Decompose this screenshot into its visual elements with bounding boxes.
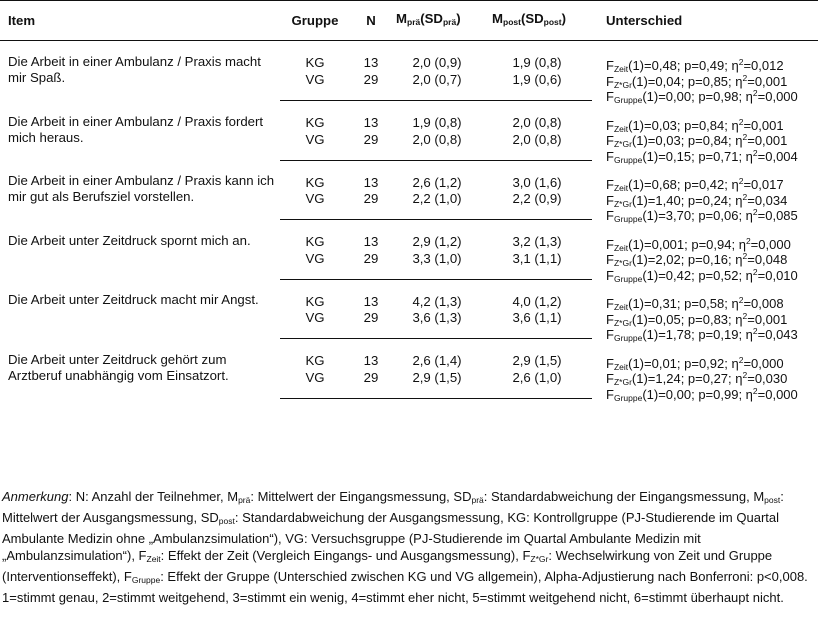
gruppe-cell: VG xyxy=(280,369,350,398)
n-cell: 29 xyxy=(350,250,392,279)
m-post-cell: 2,2 (0,9) xyxy=(482,191,592,220)
m-post-cell: 3,1 (1,1) xyxy=(482,250,592,279)
table-row xyxy=(0,220,818,251)
f-gruppe-line: $F_{Gruppe}(1)=3,70$; p=0,06; $\eta^2=0,085$ xyxy=(606,207,798,224)
n-cell: 13 xyxy=(363,293,379,309)
f-zeit-line: $F_{Zeit}(1)=0,01$; p=0,92; $\eta^2=0,000$ xyxy=(606,354,784,372)
n-cell: 29 xyxy=(350,131,392,160)
m-pre-cell: 3,6 (1,3) xyxy=(392,310,482,339)
f-zeit-line: $F_{Zeit}(1)=0,03$; p=0,84; $\eta^2=0,001$ xyxy=(606,116,784,134)
n-cell: 29 xyxy=(350,72,392,101)
table-header-row xyxy=(0,1,818,41)
unterschied-cell xyxy=(592,339,818,403)
m-post-cell: 2,6 (1,0) xyxy=(482,369,592,398)
m-post-cell: 1,9 (0,6) xyxy=(482,72,592,101)
table-row xyxy=(0,41,818,72)
header-n: N xyxy=(366,12,376,28)
table-body xyxy=(0,41,818,403)
f-zgr-line: $F_{Z*Gr}(1)=0,03$; p=0,84; $\eta^2=0,001$ xyxy=(606,132,788,149)
item-text: Die Arbeit in einer Ambulanz / Praxis fordert mich heraus. xyxy=(8,113,264,145)
f-zgr-line: $F_{Z*Gr}(1)=2,02$; p=0,16; $\eta^2=0,048$ xyxy=(606,251,788,268)
n-cell: 13 xyxy=(363,55,379,70)
gruppe-cell: VG xyxy=(280,131,350,160)
header-m-post: Mpost(SDpost) xyxy=(492,11,567,27)
unterschied-cell xyxy=(592,220,818,284)
f-gruppe-line: $F_{Gruppe}(1)=0,15$; p=0,71; $\eta^2=0,004$ xyxy=(606,147,798,165)
gruppe-cell: KG xyxy=(305,174,325,190)
item-cell xyxy=(0,339,280,399)
unterschied-cell xyxy=(592,41,818,105)
item-text: Die Arbeit in einer Ambulanz / Praxis macht mir Spaß. xyxy=(8,54,261,85)
n-cell: 13 xyxy=(363,115,379,130)
table-note: Anmerkung: N: Anzahl der Teilnehmer, $M_{prä}$: Mittelwert der Eingangsmessung, $SD_{prä}$: Standardabweichung der Eingangsmessung, $M_{post}$: Mittelwert der Ausgangsmessung, $SD_{post}$: Standardabweichung der Ausgangsmessung, KG: Kontrollgruppe (PJ-Studierende im Quartal Ambulante Medizin ohne „Ambulanzsimulation“), VG: Versuchsgruppe (PJ-Studierende im Quartal Ambulante Medizin mit „Ambulanzsimulation“), $F_{Zeit}$: Effekt der Zeit (Vergleich Eingangs- und Ausgangsmessung), $F_{Z*Gr}$: Wechselwirkung von Zeit und Gruppe (Interventionseffekt), $F_{Gruppe}$: Effekt der Gruppe (Unterschied zwischen KG und VG allgemein), Alpha-Adjustierung nach Bonferroni: p<0,008. 1=stimmt genau, 2=stimmt weitgehend, 3=stimmt ein wenig, 4=stimmt eher nicht, 5=stimmt weitgehend nicht, 6=stimmt überhaupt nicht. xyxy=(2,489,808,605)
gruppe-cell: VG xyxy=(280,310,350,339)
n-cell: 29 xyxy=(350,369,392,398)
m-pre-cell: 2,6 (1,4) xyxy=(412,353,462,368)
n-cell: 29 xyxy=(350,191,392,220)
gruppe-cell: KG xyxy=(305,55,325,70)
item-cell xyxy=(0,101,280,161)
n-cell: 13 xyxy=(363,353,379,368)
m-pre-cell: 2,2 (1,0) xyxy=(392,191,482,220)
gruppe-cell: KG xyxy=(305,293,325,309)
f-zeit-line: $F_{Zeit}(1)=0,48$; p=0,49; $\eta^2=0,012$ xyxy=(606,57,784,74)
m-post-cell: 4,0 (1,2) xyxy=(512,293,562,309)
m-pre-cell: 2,0 (0,7) xyxy=(392,72,482,101)
f-gruppe-line: $F_{Gruppe}(1)=1,78$; p=0,19; $\eta^2=0,043$ xyxy=(606,326,798,343)
gruppe-cell: VG xyxy=(280,250,350,279)
f-zgr-line: $F_{Z*Gr}(1)=1,40$; p=0,24; $\eta^2=0,034$ xyxy=(606,191,788,209)
gruppe-cell: VG xyxy=(280,191,350,220)
gruppe-cell: KG xyxy=(305,115,325,130)
unterschied-cell xyxy=(592,160,818,224)
header-unterschied: Unterschied xyxy=(606,12,683,28)
header-item: Item xyxy=(8,12,36,28)
m-post-cell: 2,0 (0,8) xyxy=(512,115,562,130)
f-zgr-line: $F_{Z*Gr}(1)=0,04$; p=0,85; $\eta^2=0,001$ xyxy=(606,72,788,90)
header-m-pre: Mprä(SDprä) xyxy=(396,11,461,27)
n-cell: 13 xyxy=(363,174,379,190)
unterschied-cell xyxy=(592,279,818,343)
m-pre-cell: 2,0 (0,8) xyxy=(392,131,482,160)
table-row xyxy=(0,279,818,310)
m-post-cell: 2,0 (0,8) xyxy=(482,131,592,160)
f-zgr-line: $F_{Z*Gr}(1)=0,05$; p=0,83; $\eta^2=0,001$ xyxy=(606,310,788,328)
m-pre-cell: 2,9 (1,5) xyxy=(392,369,482,398)
gruppe-cell: VG xyxy=(280,72,350,101)
item-cell xyxy=(0,220,280,280)
n-cell: 29 xyxy=(350,310,392,339)
gruppe-cell: KG xyxy=(305,234,325,249)
table-row xyxy=(0,101,818,132)
f-gruppe-line: $F_{Gruppe}(1)=0,00$; p=0,99; $\eta^2=0,000$ xyxy=(606,385,798,403)
item-cell xyxy=(0,279,280,339)
f-zgr-line: $F_{Z*Gr}(1)=1,24$; p=0,27; $\eta^2=0,030$ xyxy=(606,370,788,387)
m-pre-cell: 2,0 (0,9) xyxy=(412,55,462,70)
m-post-cell: 2,9 (1,5) xyxy=(512,353,562,368)
m-post-cell: 3,0 (1,6) xyxy=(512,174,562,190)
m-pre-cell: 2,6 (1,2) xyxy=(412,174,462,190)
table-row xyxy=(0,160,818,191)
m-pre-cell: 2,9 (1,2) xyxy=(412,234,462,249)
table-row xyxy=(0,339,818,370)
gruppe-cell: KG xyxy=(305,353,325,368)
item-text: Die Arbeit unter Zeitdruck macht mir Angst. xyxy=(8,292,259,307)
m-pre-cell: 3,3 (1,0) xyxy=(392,250,482,279)
f-zeit-line: $F_{Zeit}(1)=0,31$; p=0,58; $\eta^2=0,008$ xyxy=(606,295,784,312)
n-cell: 13 xyxy=(363,234,379,249)
m-pre-cell: 1,9 (0,8) xyxy=(412,115,462,130)
f-gruppe-line: $F_{Gruppe}(1)=0,42$; p=0,52; $\eta^2=0,010$ xyxy=(606,266,798,284)
f-gruppe-line: $F_{Gruppe}(1)=0,00$; p=0,98; $\eta^2=0,000$ xyxy=(606,88,798,105)
f-zeit-line: $F_{Zeit}(1)=0,68$; p=0,42; $\eta^2=0,017$ xyxy=(606,176,784,193)
f-zeit-line: $F_{Zeit}(1)=0,001$; p=0,94; $\eta^2=0,000$ xyxy=(606,235,791,253)
m-post-cell: 3,2 (1,3) xyxy=(512,234,562,249)
m-post-cell: 1,9 (0,8) xyxy=(512,55,562,70)
item-cell xyxy=(0,41,280,101)
m-post-cell: 3,6 (1,1) xyxy=(482,310,592,339)
item-text: Die Arbeit in einer Ambulanz / Praxis kann ich mir gut als Berufsziel vorstellen. xyxy=(8,173,275,204)
item-cell xyxy=(0,160,280,220)
header-gruppe: Gruppe xyxy=(291,12,339,28)
item-text: Die Arbeit unter Zeitdruck spornt mich an. xyxy=(8,232,251,248)
m-pre-cell: 4,2 (1,3) xyxy=(412,293,462,309)
item-text: Die Arbeit unter Zeitdruck gehört zum Arztberuf unabhängig vom Einsatzort. xyxy=(8,351,229,383)
unterschied-cell xyxy=(592,101,818,165)
